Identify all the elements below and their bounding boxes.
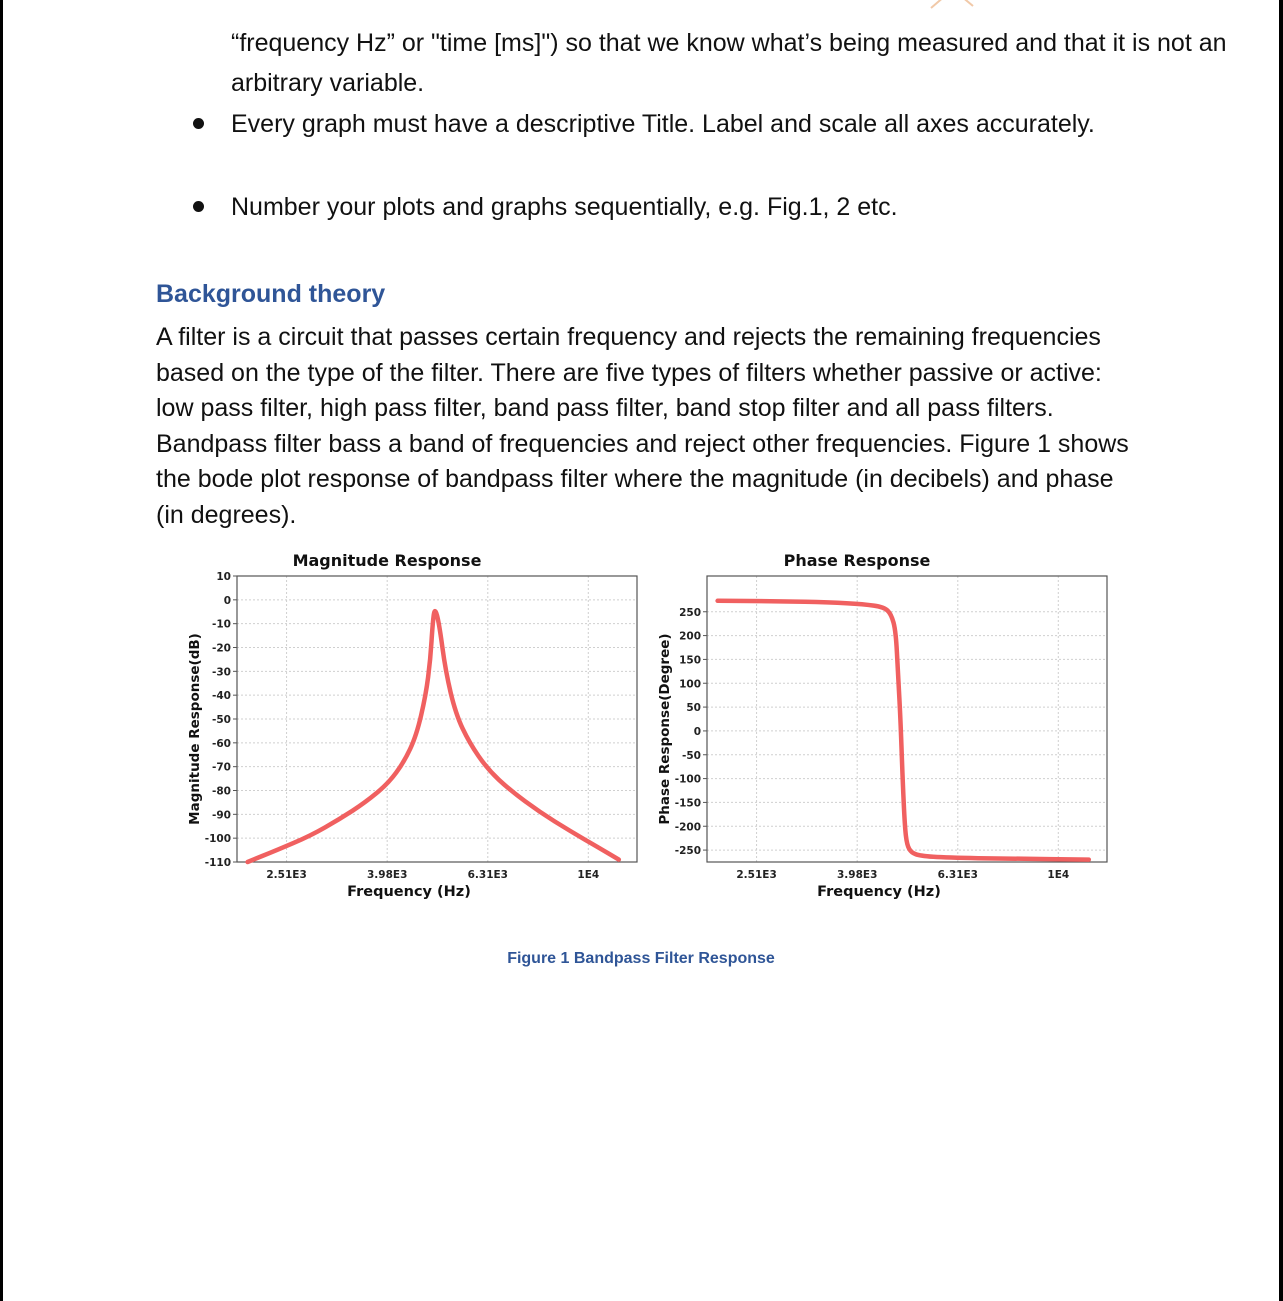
- document-page: [3, 0, 1279, 1301]
- mag-chart-title: Magnitude Response: [292, 551, 482, 570]
- mag-x-tick-label: 2.51E3: [266, 869, 307, 881]
- figure-caption: Figure 1 Bandpass Filter Response: [507, 950, 775, 967]
- continuation-paragraph: “frequency Hz” or "time [ms]") so that we know what’s being measured and that it is not an arbitrary variable.: [231, 29, 1227, 97]
- mag-y-tick-label: -90: [212, 809, 231, 822]
- phase-y-tick-label: -100: [674, 773, 701, 786]
- mag-chart: [187, 551, 637, 900]
- phase-y-tick-label: 200: [679, 630, 701, 643]
- mag-y-tick-label: -20: [212, 642, 231, 655]
- mag-y-tick-label: -80: [212, 785, 231, 798]
- mag-series-line: [248, 611, 619, 862]
- section-heading: Background theory: [156, 280, 386, 308]
- mag-y-tick-label: -100: [204, 833, 231, 846]
- phase-y-tick-label: -250: [674, 845, 701, 858]
- body-paragraph: A filter is a circuit that passes certain frequency and rejects the remaining frequencies based on the type of the filter. There are five types of filters whether passive or active: low pass filter, high pass filter, band pass filter, band stop filter and all pass filters. Bandpass filter bass a band of frequencies and reject other frequencies. Figure 1 shows the bode plot response of bandpass filter where the magnitude (in decibels) and phase (in degrees).: [156, 323, 1129, 529]
- mag-y-axis-label: Magnitude Response(dB): [187, 633, 203, 825]
- phase-x-tick-label: 6.31E3: [937, 869, 978, 881]
- mag-y-tick-label: -40: [212, 690, 231, 703]
- bullet-icon: [193, 201, 204, 212]
- phase-x-tick-label: 2.51E3: [736, 869, 777, 881]
- phase-x-tick-label: 3.98E3: [837, 869, 878, 881]
- mag-y-tick-label: -30: [212, 666, 231, 679]
- phase-y-tick-label: -200: [674, 821, 701, 834]
- mag-y-tick-label: 10: [216, 571, 231, 583]
- mag-y-tick-label: -10: [212, 618, 231, 631]
- mag-y-tick-label: -60: [212, 737, 231, 750]
- bullet-icon: [193, 118, 204, 129]
- bullet-text: Number your plots and graphs sequentially, e.g. Fig.1, 2 etc.: [231, 193, 898, 221]
- phase-y-tick-label: -150: [674, 797, 701, 810]
- mag-y-tick-label: 0: [223, 594, 231, 607]
- mag-y-tick-label: -70: [212, 761, 231, 774]
- phase-chart: [657, 551, 1107, 900]
- mag-y-tick-label: -50: [212, 714, 231, 726]
- mag-x-axis-label: Frequency (Hz): [347, 884, 471, 900]
- mag-x-tick-label: 6.31E3: [467, 869, 508, 881]
- mag-frame: [237, 576, 637, 862]
- phase-y-tick-label: 250: [679, 606, 701, 619]
- phase-y-tick-label: 0: [693, 725, 701, 738]
- phase-plot-area: [707, 576, 1107, 862]
- phase-chart-title: Phase Response: [783, 551, 931, 570]
- mag-y-tick-label: -110: [204, 857, 231, 869]
- phase-frame: [707, 576, 1107, 862]
- phase-series-line: [718, 601, 1089, 860]
- phase-x-axis-label: Frequency (Hz): [817, 884, 941, 900]
- bullet-text: Every graph must have a descriptive Title. Label and scale all axes accurately.: [231, 110, 1095, 138]
- mag-x-tick-label: 1E4: [577, 869, 600, 881]
- mag-x-tick-label: 3.98E3: [367, 869, 408, 881]
- phase-y-tick-label: -50: [682, 749, 701, 762]
- phase-x-tick-label: 1E4: [1047, 869, 1070, 881]
- phase-y-tick-label: 150: [679, 654, 701, 667]
- decorative-mark-icon: [923, 0, 983, 16]
- phase-y-tick-label: 50: [686, 702, 701, 715]
- phase-y-axis-label: Phase Response(Degree): [657, 633, 673, 825]
- mag-plot-area: [237, 576, 637, 862]
- phase-y-tick-label: 100: [679, 678, 701, 691]
